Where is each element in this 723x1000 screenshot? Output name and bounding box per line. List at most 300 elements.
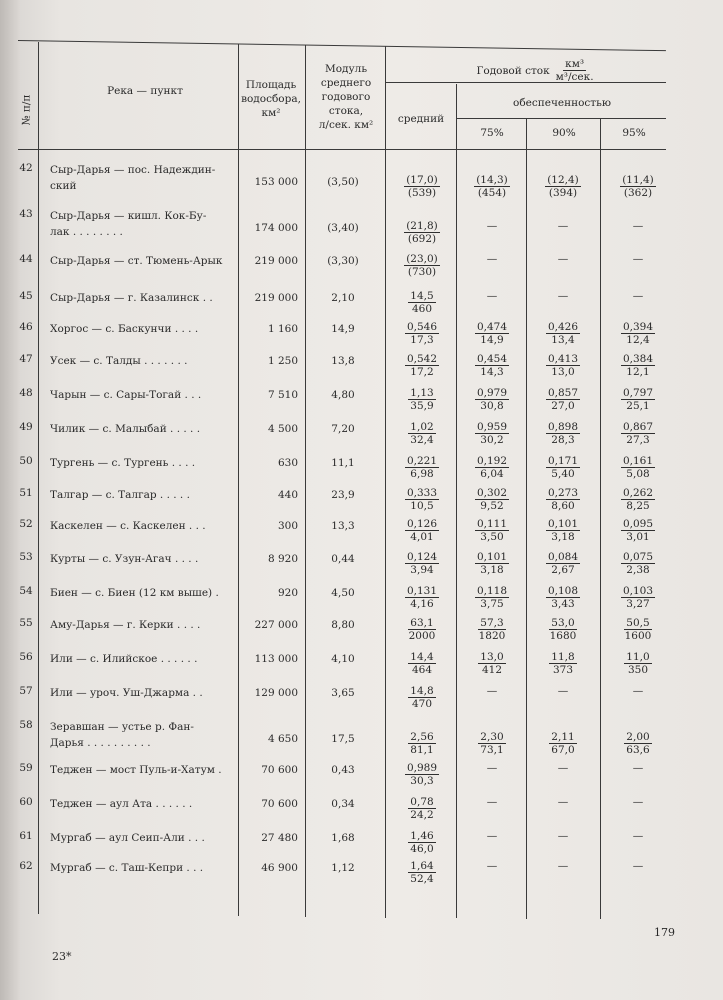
- mean-runoff: [392, 353, 452, 378]
- mean-runoff-fraction: [405, 518, 439, 543]
- runoff-p90: [530, 551, 596, 576]
- row-number: 57: [19, 685, 33, 697]
- runoff-discharge: 5,08: [626, 468, 650, 480]
- river-station: [50, 353, 235, 369]
- river-station: [50, 387, 235, 403]
- runoff-volume: 13,0: [480, 651, 504, 663]
- runoff-p95-fraction: [621, 518, 655, 543]
- runoff-p90: —: [557, 685, 569, 697]
- runoff-volume: 1,13: [410, 387, 434, 399]
- runoff-volume: (11,4): [622, 174, 654, 186]
- runoff-modulus: 7,20: [331, 423, 355, 435]
- river-column-header: Река — пункт: [107, 85, 183, 97]
- row-number: 50: [19, 455, 33, 467]
- runoff-p75-fraction: [475, 387, 509, 412]
- col-divider-2: [238, 44, 239, 916]
- runoff-discharge: (454): [477, 187, 507, 199]
- runoff-p75: —: [486, 685, 498, 697]
- runoff-discharge: 9,52: [480, 500, 504, 512]
- runoff-p75: [462, 421, 522, 446]
- header-bottom-rule: [18, 149, 666, 150]
- runoff-discharge: (539): [407, 187, 437, 199]
- runoff-discharge: 464: [411, 664, 433, 676]
- runoff-volume: 2,11: [551, 731, 575, 743]
- river-station: [50, 830, 235, 846]
- mean-runoff: [392, 487, 452, 512]
- runoff-p95: [606, 551, 670, 576]
- river-station-line: Сыр-Дарья — кишл. Кок-Бу-: [50, 210, 207, 222]
- runoff-volume: 0,454: [476, 353, 508, 365]
- signature-mark: 23*: [52, 950, 72, 963]
- runoff-volume: 0,979: [476, 387, 508, 399]
- runoff-p75-fraction: [475, 321, 509, 346]
- runoff-p90: [530, 353, 596, 378]
- runoff-volume: 0,101: [547, 518, 579, 530]
- river-station-line: Или — с. Илийское . . . . . .: [50, 653, 198, 665]
- runoff-volume: 0,898: [547, 421, 579, 433]
- river-station-line: Или — уроч. Уш-Джарма . .: [50, 687, 203, 699]
- river-station: [50, 796, 235, 812]
- runoff-modulus: (3,50): [327, 176, 359, 188]
- runoff-discharge: 13,0: [551, 366, 575, 378]
- mean-runoff: [392, 617, 452, 642]
- runoff-p95: [606, 585, 670, 610]
- mean-runoff: [392, 290, 452, 315]
- runoff-p95-fraction: [621, 387, 655, 412]
- runoff-p75: [462, 551, 522, 576]
- runoff-discharge: 10,5: [410, 500, 434, 512]
- runoff-volume: 0,989: [406, 762, 438, 774]
- runoff-p90: [530, 617, 596, 642]
- catchment-area: 153 000: [254, 176, 298, 188]
- runoff-p75-fraction: [478, 617, 505, 642]
- runoff-p95: [606, 487, 670, 512]
- catchment-area: 129 000: [254, 687, 298, 699]
- runoff-modulus: 0,44: [331, 553, 355, 565]
- runoff-p90-fraction: [546, 551, 580, 576]
- mean-runoff-fraction: [408, 651, 435, 676]
- row-number: 55: [19, 617, 33, 629]
- runoff-p95: [606, 651, 670, 676]
- runoff-volume: 0,095: [622, 518, 654, 530]
- runoff-p75: [462, 585, 522, 610]
- runoff-discharge: 73,1: [480, 744, 504, 756]
- runoff-p90: [530, 455, 596, 480]
- runoff-discharge: 3,75: [480, 598, 504, 610]
- runoff-volume: 0,262: [622, 487, 654, 499]
- table-top-rule: [18, 40, 666, 51]
- runoff-modulus: 3,65: [331, 687, 355, 699]
- river-station: [50, 585, 235, 601]
- runoff-modulus: 8,80: [331, 619, 355, 631]
- runoff-p95: [606, 353, 670, 378]
- row-number: 46: [19, 321, 33, 333]
- river-station-line: Чилик — с. Малыбай . . . . .: [50, 423, 201, 435]
- runoff-p90-fraction: [546, 353, 580, 378]
- runoff-p75-fraction: [475, 421, 509, 446]
- runoff-volume: 1,46: [410, 830, 434, 842]
- runoff-p90-fraction: [546, 585, 580, 610]
- p75-column-header: 75%: [480, 127, 504, 139]
- mean-runoff-fraction: [408, 860, 435, 885]
- catchment-area: 227 000: [254, 619, 298, 631]
- river-station-line: Сыр-Дарья — ст. Тюмень-Арык: [50, 255, 223, 267]
- catchment-area: 27 480: [261, 832, 298, 844]
- runoff-p90: [530, 585, 596, 610]
- runoff-p90-fraction: [549, 651, 576, 676]
- mean-runoff: [392, 518, 452, 543]
- runoff-volume: 0,126: [406, 518, 438, 530]
- river-station-line: Теджен — аул Ата . . . . . .: [50, 798, 193, 810]
- runoff-p95-fraction: [620, 174, 656, 199]
- runoff-p90-fraction: [546, 387, 580, 412]
- runoff-discharge: 3,43: [551, 598, 575, 610]
- num-column-header: № п/п: [20, 94, 32, 126]
- page-number: 179: [654, 926, 675, 939]
- row-number: 56: [19, 651, 33, 663]
- p95-column-header: 95%: [622, 127, 646, 139]
- runoff-p75-fraction: [475, 585, 509, 610]
- runoff-volume: 0,103: [622, 585, 654, 597]
- runoff-discharge: 3,18: [480, 564, 504, 576]
- runoff-modulus: 17,5: [331, 733, 355, 745]
- runoff-volume: 2,56: [410, 731, 434, 743]
- runoff-p90: —: [557, 762, 569, 774]
- river-station: [50, 487, 235, 503]
- row-number: 62: [19, 860, 33, 872]
- mean-runoff-fraction: [405, 455, 439, 480]
- runoff-discharge: 14,9: [480, 334, 504, 346]
- runoff-volume: 11,0: [626, 651, 650, 663]
- runoff-p95: [606, 421, 670, 446]
- runoff-modulus: 4,50: [331, 587, 355, 599]
- runoff-discharge: (692): [407, 233, 437, 245]
- runoff-p95: [606, 455, 670, 480]
- river-station: [50, 253, 235, 269]
- river-station-line: Чарын — с. Сары-Тогай . . .: [50, 389, 202, 401]
- runoff-volume: 0,302: [476, 487, 508, 499]
- runoff-discharge: 27,0: [551, 400, 575, 412]
- runoff-discharge: 2000: [408, 630, 436, 642]
- river-station: [50, 518, 235, 534]
- runoff-discharge: 13,4: [551, 334, 575, 346]
- mean-runoff: [392, 455, 452, 480]
- row-number: 49: [19, 421, 33, 433]
- row-number: 45: [19, 290, 33, 302]
- runoff-p95-fraction: [624, 651, 651, 676]
- col-divider-3: [305, 45, 306, 917]
- river-station-line: Усек — с. Талды . . . . . . .: [50, 355, 188, 367]
- runoff-p95: —: [632, 762, 644, 774]
- runoff-discharge: 1600: [624, 630, 652, 642]
- catchment-area: 1 160: [267, 323, 298, 335]
- runoff-p95: —: [632, 220, 644, 232]
- runoff-p95: [606, 321, 670, 346]
- runoff-volume: (17,0): [406, 174, 438, 186]
- runoff-p90: [530, 731, 596, 756]
- runoff-volume: 0,542: [406, 353, 438, 365]
- runoff-volume: 0,111: [476, 518, 508, 530]
- runoff-volume: 0,273: [547, 487, 579, 499]
- runoff-p90: —: [557, 220, 569, 232]
- runoff-modulus: 0,43: [331, 764, 355, 776]
- runoff-p75: [462, 487, 522, 512]
- runoff-p75: —: [486, 290, 498, 302]
- runoff-p95-fraction: [621, 353, 655, 378]
- runoff-volume: 53,0: [551, 617, 575, 629]
- runoff-modulus: 11,1: [331, 457, 355, 469]
- col-divider-6: [526, 119, 527, 919]
- runoff-discharge: 1680: [549, 630, 577, 642]
- runoff-discharge: 25,1: [626, 400, 650, 412]
- runoff-p75: [462, 455, 522, 480]
- river-station-line: Биен — с. Биен (12 км выше) .: [50, 587, 219, 599]
- runoff-p95: [606, 174, 670, 199]
- runoff-p95-fraction: [624, 731, 651, 756]
- runoff-discharge: 81,1: [410, 744, 434, 756]
- runoff-discharge: 2,67: [551, 564, 575, 576]
- runoff-volume: 0,108: [547, 585, 579, 597]
- mean-runoff-fraction: [405, 551, 439, 576]
- runoff-volume: 0,075: [622, 551, 654, 563]
- river-station-line: Теджен — мост Пуль-и-Хатум .: [50, 764, 222, 776]
- runoff-volume: 63,1: [410, 617, 434, 629]
- runoff-modulus: 13,8: [331, 355, 355, 367]
- mean-runoff: [392, 253, 452, 278]
- mean-runoff-fraction: [408, 685, 435, 710]
- runoff-p90-fraction: [546, 455, 580, 480]
- col-divider-7: [600, 119, 601, 919]
- mean-runoff: [392, 762, 452, 787]
- runoff-p75: —: [486, 253, 498, 265]
- mean-runoff-fraction: [405, 585, 439, 610]
- row-number: 58: [19, 719, 33, 731]
- runoff-p75-fraction: [478, 731, 505, 756]
- catchment-area: 630: [277, 457, 298, 469]
- runoff-p75: —: [486, 860, 498, 872]
- runoff-volume: 0,426: [547, 321, 579, 333]
- row-number: 51: [19, 487, 33, 499]
- runoff-discharge: 27,3: [626, 434, 650, 446]
- runoff-discharge: 4,16: [410, 598, 434, 610]
- catchment-area: 219 000: [254, 255, 298, 267]
- runoff-discharge: 24,2: [410, 809, 434, 821]
- runoff-discharge: 30,8: [480, 400, 504, 412]
- runoff-p95: —: [632, 290, 644, 302]
- catchment-area: 70 600: [261, 798, 298, 810]
- runoff-volume: 0,797: [622, 387, 654, 399]
- runoff-modulus: 14,9: [331, 323, 355, 335]
- mean-runoff: [392, 585, 452, 610]
- runoff-p90-fraction: [549, 617, 576, 642]
- runoff-p90: [530, 321, 596, 346]
- catchment-area: 300: [277, 520, 298, 532]
- mean-runoff: [392, 685, 452, 710]
- river-station-line: Мургаб — аул Сеип-Али . . .: [50, 832, 205, 844]
- catchment-area: 113 000: [254, 653, 298, 665]
- row-number: 53: [19, 551, 33, 563]
- runoff-modulus: (3,40): [327, 222, 359, 234]
- runoff-p75: —: [486, 830, 498, 842]
- runoff-modulus: 1,68: [331, 832, 355, 844]
- runoff-volume: 0,546: [406, 321, 438, 333]
- runoff-p75: —: [486, 762, 498, 774]
- col-divider-1: [38, 42, 39, 914]
- runoff-p95: —: [632, 253, 644, 265]
- runoff-discharge: 8,60: [551, 500, 575, 512]
- runoff-discharge: 46,0: [410, 843, 434, 855]
- river-station: [50, 860, 235, 876]
- runoff-p95: —: [632, 860, 644, 872]
- river-station-line: Аму-Дарья — г. Керки . . . .: [50, 619, 201, 631]
- runoff-p75: [462, 353, 522, 378]
- runoff-discharge: 12,4: [626, 334, 650, 346]
- runoff-volume: 0,867: [622, 421, 654, 433]
- runoff-p90-fraction: [546, 487, 580, 512]
- row-number: 52: [19, 518, 33, 530]
- row-number: 44: [19, 253, 33, 265]
- river-station: [50, 162, 235, 194]
- catchment-area: 440: [277, 489, 298, 501]
- runoff-modulus: 0,34: [331, 798, 355, 810]
- mean-runoff-fraction: [405, 321, 439, 346]
- runoff-volume: 14,5: [410, 290, 434, 302]
- row-number: 61: [19, 830, 33, 842]
- runoff-unit-fraction: $\frac{\text{км³}}{\text{м³/сек.}}$: [555, 58, 594, 83]
- runoff-discharge: (362): [623, 187, 653, 199]
- river-station: [50, 617, 235, 633]
- runoff-discharge: 6,98: [410, 468, 434, 480]
- runoff-volume: 57,3: [480, 617, 504, 629]
- runoff-volume: 0,131: [406, 585, 438, 597]
- runoff-discharge: 17,2: [410, 366, 434, 378]
- runoff-p75-fraction: [474, 174, 510, 199]
- river-station-line: Зеравшан — устье р. Фан-: [50, 721, 194, 733]
- runoff-volume: 50,5: [626, 617, 650, 629]
- runoff-p90-fraction: [549, 731, 576, 756]
- runoff-p75: [462, 387, 522, 412]
- runoff-volume: 14,8: [410, 685, 434, 697]
- runoff-p90: [530, 518, 596, 543]
- mean-runoff: [392, 551, 452, 576]
- runoff-p95-fraction: [621, 321, 655, 346]
- runoff-discharge: 412: [481, 664, 503, 676]
- runoff-volume: 1,02: [410, 421, 434, 433]
- runoff-p95-fraction: [621, 585, 655, 610]
- runoff-volume: 0,171: [547, 455, 579, 467]
- mean-runoff-fraction: [405, 353, 439, 378]
- mean-runoff: [392, 321, 452, 346]
- runoff-discharge: 5,40: [551, 468, 575, 480]
- runoff-volume: 0,084: [547, 551, 579, 563]
- runoff-volume: 2,00: [626, 731, 650, 743]
- river-station: [50, 421, 235, 437]
- runoff-discharge: 470: [411, 698, 433, 710]
- runoff-p95: [606, 731, 670, 756]
- river-station-line: ский: [50, 180, 77, 192]
- runoff-p90-fraction: [545, 174, 581, 199]
- runoff-p75: [462, 731, 522, 756]
- runoff-p95: [606, 518, 670, 543]
- runoff-discharge: 4,01: [410, 531, 434, 543]
- runoff-p75-fraction: [475, 455, 509, 480]
- river-station-line: Сыр-Дарья — г. Казалинск . .: [50, 292, 213, 304]
- runoff-discharge: (394): [548, 187, 578, 199]
- runoff-p75-fraction: [475, 518, 509, 543]
- mean-runoff-fraction: [408, 731, 435, 756]
- mean-runoff-fraction: [408, 290, 435, 315]
- row-number: 42: [19, 162, 33, 174]
- river-station: [50, 455, 235, 471]
- p90-column-header: 90%: [552, 127, 576, 139]
- runoff-discharge: 2,38: [626, 564, 650, 576]
- runoff-volume: 0,124: [406, 551, 438, 563]
- river-station: [50, 719, 235, 751]
- river-station: [50, 208, 235, 240]
- river-station: [50, 321, 235, 337]
- runoff-discharge: 3,27: [626, 598, 650, 610]
- mean-runoff-fraction: [408, 421, 435, 446]
- runoff-volume: (23,0): [406, 253, 438, 265]
- runoff-volume: 0,413: [547, 353, 579, 365]
- runoff-p75: [462, 518, 522, 543]
- area-column-header: Площадь водосбора, км²: [241, 79, 301, 119]
- catchment-area: 4 650: [267, 733, 298, 745]
- runoff-p95-fraction: [621, 487, 655, 512]
- runoff-p95-fraction: [621, 551, 655, 576]
- runoff-modulus: 23,9: [331, 489, 355, 501]
- runoff-volume: 0,118: [476, 585, 508, 597]
- catchment-area: 70 600: [261, 764, 298, 776]
- runoff-volume: 0,394: [622, 321, 654, 333]
- runoff-p95-fraction: [621, 421, 655, 446]
- runoff-discharge: 30,2: [480, 434, 504, 446]
- row-number: 54: [19, 585, 33, 597]
- runoff-p90: [530, 387, 596, 412]
- runoff-modulus: 4,80: [331, 389, 355, 401]
- book-spine-shadow: [0, 0, 20, 1000]
- runoff-modulus: (3,30): [327, 255, 359, 267]
- supply-header: обеспеченностью: [513, 97, 611, 109]
- catchment-area: 4 500: [267, 423, 298, 435]
- runoff-volume: 0,384: [622, 353, 654, 365]
- runoff-column-header: Годовой сток $\frac{\text{км³}}{\text{м³/сек.}}$: [476, 58, 594, 83]
- row-number: 47: [19, 353, 33, 365]
- catchment-area: 7 510: [267, 389, 298, 401]
- river-station: [50, 651, 235, 667]
- runoff-discharge: 35,9: [410, 400, 434, 412]
- runoff-discharge: 52,4: [410, 873, 434, 885]
- runoff-p75-fraction: [475, 551, 509, 576]
- runoff-p90: —: [557, 253, 569, 265]
- runoff-p90: [530, 421, 596, 446]
- runoff-volume: 0,78: [410, 796, 434, 808]
- runoff-p75-fraction: [475, 487, 509, 512]
- runoff-p75-fraction: [478, 651, 505, 676]
- runoff-volume: 0,101: [476, 551, 508, 563]
- runoff-volume: 0,333: [406, 487, 438, 499]
- mean-runoff-fraction: [404, 253, 440, 278]
- runoff-p90: —: [557, 860, 569, 872]
- runoff-volume: (12,4): [547, 174, 579, 186]
- river-station-line: Дарья . . . . . . . . . .: [50, 737, 151, 749]
- mean-runoff: [392, 860, 452, 885]
- catchment-area: 920: [277, 587, 298, 599]
- mean-runoff: [392, 830, 452, 855]
- runoff-p75: —: [486, 796, 498, 808]
- runoff-p90: —: [557, 290, 569, 302]
- runoff-p95-fraction: [621, 455, 655, 480]
